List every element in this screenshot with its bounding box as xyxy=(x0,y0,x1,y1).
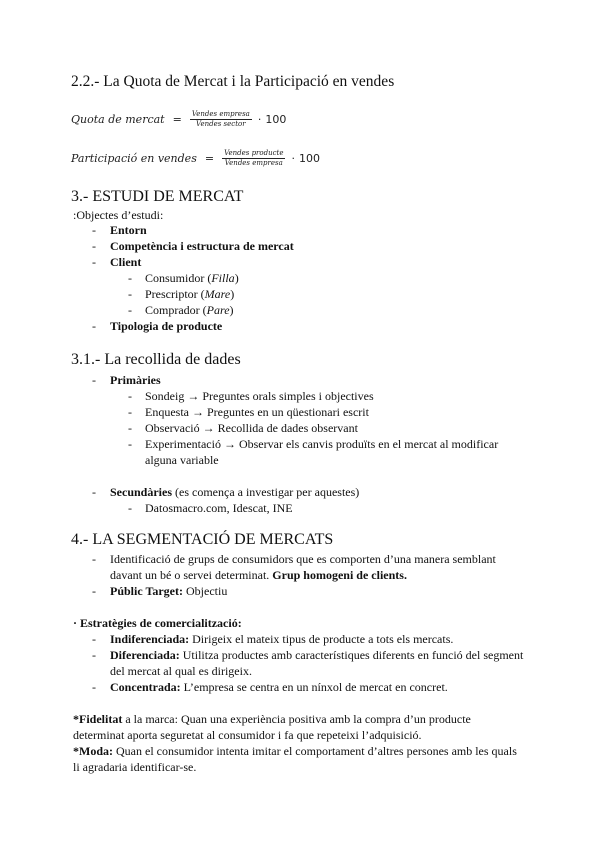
bullet-dash: - xyxy=(92,552,96,566)
formula-lhs: Quota de mercat xyxy=(71,113,165,126)
bullet-dash: - xyxy=(128,437,132,451)
formula-participacio-vendes xyxy=(71,149,320,168)
bullet-dash: - xyxy=(92,485,96,499)
fidelitat-note: *Fidelitat a la marca: Quan una experiència positiva amb la compra d’un producte xyxy=(73,712,471,726)
item-experimentacio-cont: alguna variable xyxy=(145,453,219,467)
item-primaries: Primàries xyxy=(110,373,161,387)
item-sondeig: Sondeig → Preguntes orals simples i objectives xyxy=(145,389,374,403)
bullet-dash: - xyxy=(92,648,96,662)
item-diferenciada-cont: del mercat al qual es dirigeix. xyxy=(110,664,252,678)
formula-multiply: · xyxy=(257,113,262,126)
formula-fraction xyxy=(222,149,285,168)
formula-denominator: Vendes empresa xyxy=(224,159,283,167)
section-4-heading: 4.- LA SEGMENTACIÓ DE MERCATS xyxy=(71,531,334,548)
moda-note: *Moda: Quan el consumidor intenta imitar el comportament d’altres persones amb les quals xyxy=(73,744,517,758)
item-secundaries: Secundàries (es comença a investigar per aquestes) xyxy=(110,485,360,499)
bullet-dash: - xyxy=(128,287,132,301)
fidelitat-note-cont: determinat aporta seguretat al consumidor i fa que repeteixi l’adquisició. xyxy=(73,728,422,742)
formula-quota-mercat xyxy=(71,110,286,129)
item-client: Client xyxy=(110,255,142,269)
item-entorn: Entorn xyxy=(110,223,147,237)
bullet-dash: - xyxy=(92,680,96,694)
bullet-dash: - xyxy=(92,239,96,253)
bullet-dash: - xyxy=(128,421,132,435)
formula-numerator: Vendes producte xyxy=(224,149,284,157)
segmentacio-def-cont: davant un bé o servei determinat. Grup homogeni de clients. xyxy=(110,568,407,582)
formula-lhs: Participació en vendes xyxy=(71,152,197,165)
section-3-1-heading: 3.1.- La recollida de dades xyxy=(71,351,241,368)
formula-multiply: · xyxy=(291,152,295,165)
bullet-dash: - xyxy=(92,584,96,598)
item-tipologia: Tipologia de producte xyxy=(110,319,223,333)
item-fonts: Datosmacro.com, Idescat, INE xyxy=(145,501,293,515)
section-3-heading: 3.- ESTUDI DE MERCAT xyxy=(71,188,244,205)
bullet-dash: - xyxy=(128,501,132,515)
item-observacio: Observació → Recollida de dades observant xyxy=(145,421,358,435)
formula-denominator: Vendes sector xyxy=(196,120,246,128)
formula-factor: 100 xyxy=(265,113,287,126)
item-comprador: Comprador (Pare) xyxy=(145,303,234,317)
bullet-dash: - xyxy=(128,405,132,419)
bullet-dash: - xyxy=(128,303,132,317)
item-indiferenciada: Indiferenciada: Dirigeix el mateix tipus de producte a tots els mercats. xyxy=(110,632,454,646)
bullet-dash: - xyxy=(92,255,96,269)
item-enquesta: Enquesta → Preguntes en un qüestionari escrit xyxy=(145,405,369,419)
bullet-dash: - xyxy=(92,373,96,387)
bullet-dash: - xyxy=(92,632,96,646)
formula-fraction xyxy=(190,110,252,129)
bullet-dash: - xyxy=(128,271,132,285)
formula-equals: = xyxy=(172,113,182,126)
item-consumidor: Consumidor (Filla) xyxy=(145,271,239,285)
estrategies-heading: · Estratègies de comercialització: xyxy=(73,616,242,630)
moda-note-cont: li agradaria identificar-se. xyxy=(73,760,197,774)
bullet-dash: - xyxy=(92,223,96,237)
item-experimentacio: Experimentació → Observar els canvis produïts en el mercat al modificar xyxy=(145,437,499,451)
objectes-intro: :Objectes d’estudi: xyxy=(73,208,164,222)
public-target: Públic Target: Objectiu xyxy=(110,584,228,598)
formula-numerator: Vendes empresa xyxy=(191,110,250,118)
section-2-2-heading: 2.2.- La Quota de Mercat i la Participació en vendes xyxy=(71,73,395,90)
item-concentrada: Concentrada: L’empresa se centra en un nínxol de mercat en concret. xyxy=(110,680,448,694)
formula-factor: 100 xyxy=(298,152,320,165)
bullet-dash: - xyxy=(128,389,132,403)
formula-equals: = xyxy=(204,152,215,165)
item-competencia: Competència i estructura de mercat xyxy=(110,239,294,253)
item-diferenciada: Diferenciada: Utilitza productes amb característiques diferents en funció del segment xyxy=(110,648,524,662)
segmentacio-def: Identificació de grups de consumidors que es comporten d’una manera semblant xyxy=(110,552,496,566)
item-prescriptor: Prescriptor (Mare) xyxy=(145,287,235,301)
bullet-dash: - xyxy=(92,319,96,333)
